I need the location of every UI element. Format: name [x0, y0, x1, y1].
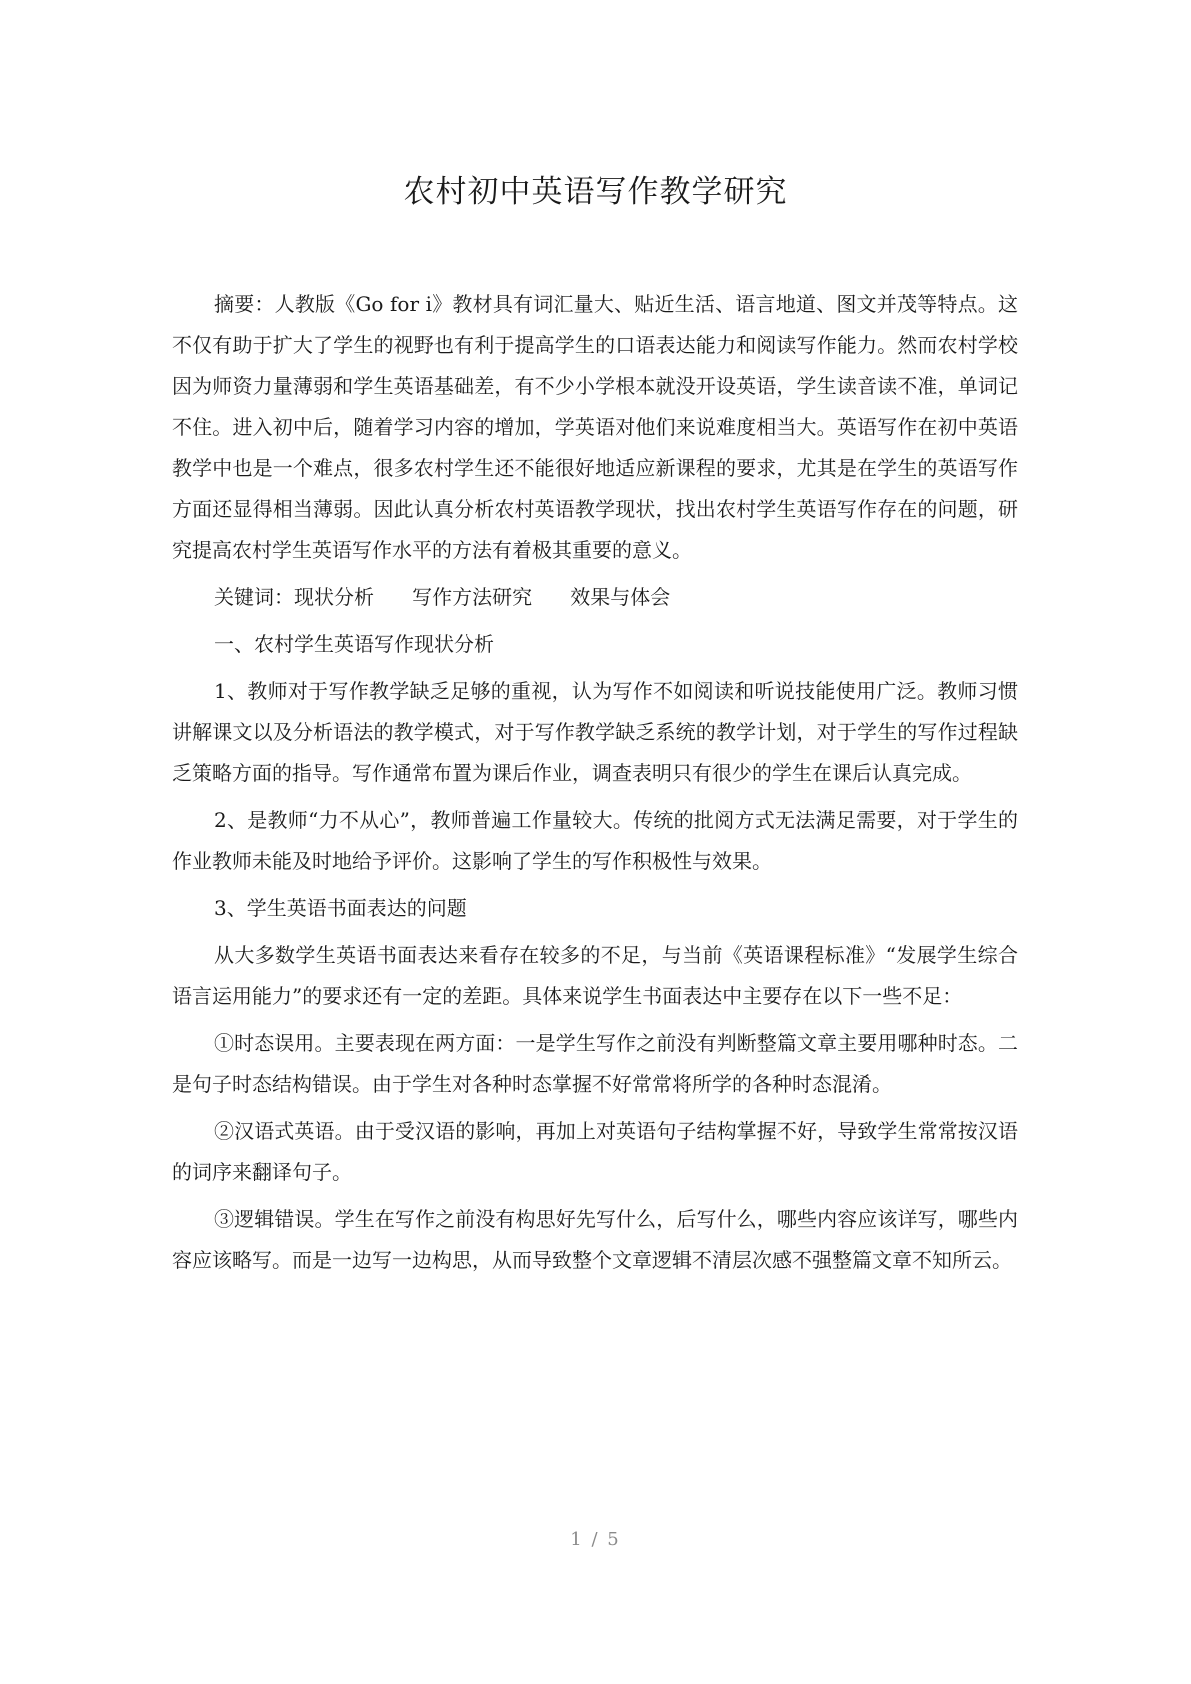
subsection-heading: 3、学生英语书面表达的问题: [214, 896, 467, 920]
abstract-paragraph: 摘要：人教版《Go for i》教材具有词汇量大、贴近生活、语言地道、图文并茂等特点。这不仅有助于扩大了学生的视野也有利于提高学生的口语表达能力和阅读写作能力。然而农村学校因为师资力量薄弱和学生英语基础差，有不少小学根本就没开设英语，学生读音读不准，单词记不住。进入初中后，随着学习内容的增加，学英语对他们来说难度相当大。英语写作在初中英语教学中也是一个难点，很多农村学生还不能很好地适应新课程的要求，尤其是在学生的英语写作方面还显得相当薄弱。因此认真分析农村英语教学现状，找出农村学生英语写作存在的问题，研究提高农村学生英语写作水平的方法有着极其重要的意义。: [172, 292, 1018, 562]
list-item: ②汉语式英语。由于受汉语的影响，再加上对英语句子结构掌握不好，导致学生常常按汉语的词序来翻译句子。: [172, 1119, 1018, 1184]
document-body: [172, 284, 1018, 1287]
document-title: 农村初中英语写作教学研究: [403, 174, 788, 210]
body-paragraph: 1、教师对于写作教学缺乏足够的重视，认为写作不如阅读和听说技能使用广泛。教师习惯讲解课文以及分析语法的教学模式，对于写作教学缺乏系统的教学计划，对于学生的写作过程缺乏策略方面的指导。写作通常布置为课后作业，调查表明只有很少的学生在课后认真完成。: [172, 679, 1018, 785]
page-number: 1 / 5: [570, 1529, 621, 1550]
section-heading: 一、农村学生英语写作现状分析: [214, 632, 494, 656]
list-item: ①时态误用。主要表现在两方面：一是学生写作之前没有判断整篇文章主要用哪种时态。二是句子时态结构错误。由于学生对各种时态掌握不好常常将所学的各种时态混淆。: [172, 1031, 1018, 1096]
keywords-line: 关键词：现状分析 写作方法研究 效果与体会: [214, 585, 671, 609]
body-paragraph: 2、是教师“力不从心”，教师普遍工作量较大。传统的批阅方式无法满足需要，对于学生的作业教师未能及时地给予评价。这影响了学生的写作积极性与效果。: [172, 808, 1018, 873]
body-paragraph: 从大多数学生英语书面表达来看存在较多的不足，与当前《英语课程标准》“发展学生综合语言运用能力”的要求还有一定的差距。具体来说学生书面表达中主要存在以下一些不足：: [172, 943, 1018, 1008]
list-item: ③逻辑错误。学生在写作之前没有构思好先写什么，后写什么，哪些内容应该详写，哪些内容应该略写。而是一边写一边构思，从而导致整个文章逻辑不清层次感不强整篇文章不知所云。: [172, 1207, 1018, 1272]
